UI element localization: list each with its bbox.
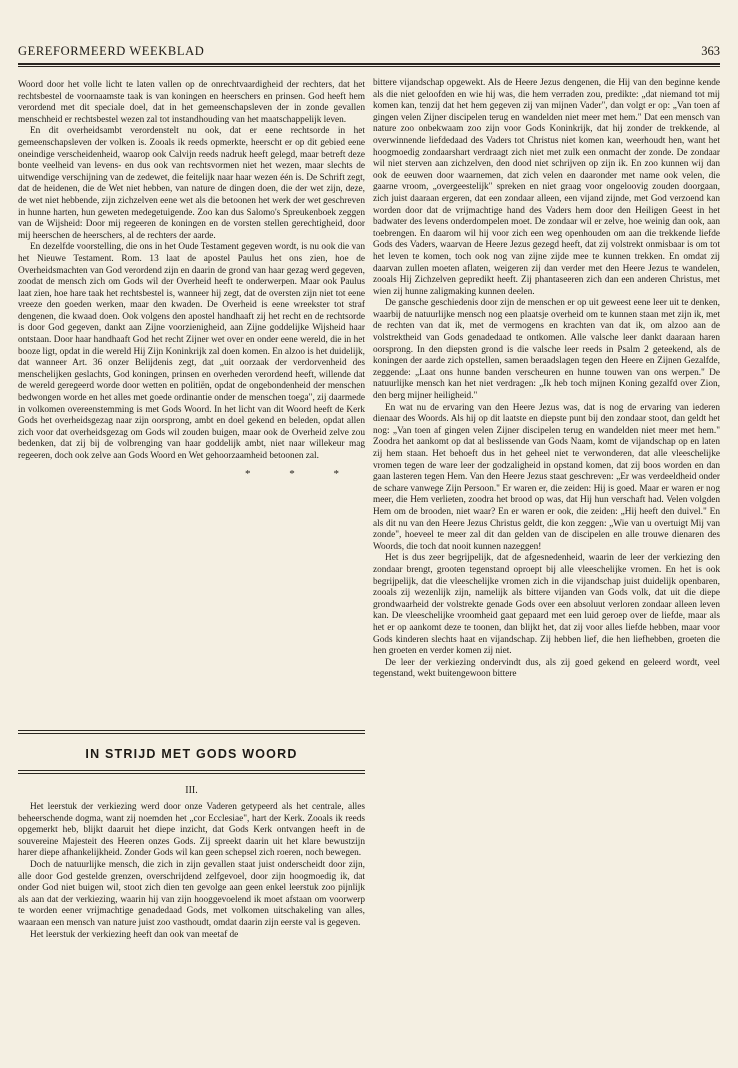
section-title: IN STRIJD MET GODS WOORD [85,747,298,761]
journal-title: GEREFORMEERD WEEKBLAD [18,44,205,58]
paragraph: De leer der verkiezing ondervindt dus, als zij goed gekend en geleerd wordt, veel tegenstand, wekt buitengewoon bittere [373,657,720,680]
section-heading-block [18,730,365,776]
section-rule [18,770,365,771]
paragraph: Doch de natuurlijke mensch, die zich in zijn gevallen staat juist onderscheidt door zijn, alle door God gestelde grenzen, overschrijdend zelfgevoel, door zijn hoogmoedig ik, dat onder God niet buigen wil, stoot zich dien ten gevolge aan geen enkel leerstuk zoo pijnlijk als aan dat der verkiezing, waarin hij van zijn hooggevoelend ik moet afstaan om voorwerp te worden eener vrijmachtige genadedaad Gods, met volkomen uitschakeling van alles, waaraan een mensch van nature juist zoo vasthoudt, omdat daarin zijn eerste val is gegeven. [18,859,365,928]
section-number: III. [185,785,198,796]
paragraph: En dezelfde voorstelling, die ons in het Oude Testament gegeven wordt, is nu ook die van het Nieuwe Testament. Rom. 13 laat de apostel Paulus het ons zien, hoe de Overheidsmachten van God verordend zijn en daarin de grond van haar gezag werd gegeven, zoodat de mensch zich om Gods wil der Overheid heeft te onderwerpen. Maar ook Paulus laat zien, hoe hare taak het rechtsbestel is, wanneer hij zegt, dat de oversten zijn niet tot eene vreeze den goeden werken, maar den kwaden. De Overheid is eene wreekster tot straf dengenen, die kwaad doen. Ook volgens den apostel handhaaft zij het recht en de rechtsorde is door God gegeven, dankt aan Zijne voorzienigheid, aan Zijne goddelijke Wijsheid haar ontstaan. Door haar handhaaft God het recht Zijner wet over en onder eene wereld, die in het booze ligt, opdat in die wereld Hij Zijn Koninkrijk zal doen komen. En alzoo is het duidelijk, dat wanneer Art. 36 onzer Belijdenis zegt, dat „uit oorzaak der verdorvenheid des menschelijken geslachts, God koningen, prinsen en overheden verordend heeft, willende dat de wereld geregeerd worde door wetten en politiën, opdat de ongebondenheid der menschen bedwongen worde en het alles met goede ordinantie onder de menschen toega", zij daarmede in volkomen overeenstemming is met Gods Woord. In het licht van dit Woord heeft de Kerk Gods het overheidsgezag naar zijn oorsprong, ambt en doel gekend en beleden, opdat allen zich voor dat overheidsgezag om Gods wil zouden buigen, maar ook de Overheid zelve zou bedenken, dat zij bij de volbrenging van haar goddelijk ambt, niet naar willekeur mag regeeren, doch ook zelve aan Gods Woord en Wet gehoorzaamheid betoonen zal. [18,242,365,461]
section-rule [18,730,365,731]
left-column-bottom [18,802,365,941]
paragraph: En dit overheidsambt verordenstelt nu ook, dat er eene rechtsorde in het gemeenschapsleven der volken is. Zooals ik reeds opmerkte, heerscht er op dit gebied eene oneindige verscheidenheid, waarop ook Calvijn reeds nadruk heeft gelegd, maar betreft deze bonte veelheid van levens- en dus ook van rechtsvormen niet het wezen, maar slechts de uitwendige verschijning van de zedewet, die feitelijk naar haar wezen één is. De Schrift zegt, dat de heidenen, die de Wet niet hebben, van nature de dingen doen, die der wet zijn, deze, de wet niet hebbende, zijn zichzelven eene wet als die betoonen het werk der wet geschreven in hunne harten, hun geweten medegetuigende. Zoo kan dus Salomo's Spreukenboek zeggen van de Wijsheid: Door mij regeeren de koningen en de vorsten stellen gerechtigheid, door mij heerschen de heerschers, al de rechters der aarde. [18,126,365,241]
header-rule-thin [18,66,720,67]
header-rule-thick [18,63,720,65]
paragraph: De gansche geschiedenis door zijn de menschen er op uit geweest eene leer uit te denken, waarbij de natuurlijke mensch nog een plaatsje overheid om te kunnen staan met zijn ik, met de rechten van dat ik, met de vermogens en krachten van dat ik, om alzoo aan de volstrektheid van Gods genadedaad te ontkomen. Alle valsche leer dankt daaraan haren oorsprong. In den diepsten grond is die valsche leer reeds in Psalm 2 geteekend, als de koningen der aarde zich opstellen, samen beraadslagen tegen den Heere en Zijnen Gezalfde, zeggende: „Laat ons hunne banden verscheuren en hunne touwen van ons werpen." De natuurlijke mensch kan het niet verdragen: „Ik heb toch mijnen Koning gezalfd over Zion, den berg mijner heiligheid." [373,298,720,402]
page-number: 363 [701,44,720,58]
paragraph: Het leerstuk der verkiezing heeft dan ook van meetaf de [30,929,239,940]
paragraph: Het leerstuk der verkiezing werd door onze Vaderen getypeerd als het centrale, alles beheerschende dogma, want zij noemden het „cor Ecclesiae", hart der Kerk. Zooals ik reeds opgemerkt heb, blijkt daaruit het diepe inzicht, dat Gods Kerk ontvangen heeft in de souvereine Majesteit des Heeren onzes Gods. Zij spreekt daarin uit het klare bewustzijn harer diepe afhankelijkheid. Zonder Gods wil kan geen schepsel zich roeren, noch bewegen. [18,802,365,859]
separator-dots: * * * [245,467,357,480]
paragraph: En wat nu de ervaring van den Heere Jezus was, dat is nog de ervaring van iederen dienaar des Woords. Als hij op dit laatste en diepste punt bij den zondaar stoot, dan geldt het nog: „Van toen af gingen velen Zijner discipelen terug en wandelden niet meer met hem." Zoodra het aankomt op dat al beslissende van Gods Naam, komt de vijandschap op en laten zij hem staan. Het behoeft dus in het geheel niet te verwonderen, dat alle vleeschelijke vromen tegen de ware leer der godzaligheid in opstand komen, dat zij boos worden en dan gaan lasteren tegen Hem. Van den Heere Jezus staat geschreven: „Er was verdeeldheid onder de schare vanwege Zijn Persoon." Er waren er, die zeiden: Hij is goed. Maar er waren er nog meer, die Hem verlieten, zoodra het brood op was, dat Hij hun verschaft had. Velen volgden Hem om de brooden, niet waar? En er waren er ook, die zeiden: „Hij heeft den duivel." En als dit nu van den Heere Jezus Christus geldt, die kon zeggen: „Wie van u overtuigt Mij van zonde", hoeveel te meer zal dit dan gelden van de discipelen en alle trouwe dienaren des Woords, die toch dat nooit kunnen nazeggen! [373,402,720,552]
paragraph: bittere vijandschap opgewekt. Als de Heere Jezus dengenen, die Hij van den beginne kende als die niet geloofden en wie hij was, die hem verraden zou, predikte: „dat niemand tot mij komen kan, tenzij dat het hem gegeven zij van mijnen Vader", dan volgt er op: „Van toen af gingen velen Zijner discipelen terug en wandelden niet meer met hem." Dat een mensch van nature zoo onbekwaam zoo zijn voor Gods Koninkrijk, dat hij zonder de trekkende, al overwinnende liefdedaad des Vaders tot Christus niet komen kan, weerhoudt hen, want het hoogmoedig zondaarshart verdraagt zich niet met zulk een onmacht der zonde. De zondaar wil niet sterven aan zichzelven, den dood niet schrijven op zijn ik. En zoo kunnen wij dan ook de eeuwen door waarnemen, dat zich velen en daaronder met name ook velen, die gaarne vroom, „overgeestelijk" spreken en niet graag voor ongeloovig zouden doorgaan, zich juist daaraan ergeren, dat een zondaar alleen, een vijand zijnde, met God verzoend kan worden door dat de vrijmachtige hand des Vaders hem door den Heiligen Geest in het badwater des levens onderdompelen moet. De zondaar wil er zelve, hoe weinig dan ook, aan toebrengen. En daarom wil hij voor zich een weg openhouden om aan die trekkende liefde Gods des Vaders, waarvan de Heere Jezus gezegd heeft, dat zij volstrekt onmisbaar is om tot het leven te komen, toch ook nog van zijne zijde mee te kunnen trekken. En omdat zij daarvan zullen moeten aflaten, weigeren zij dan verder met den Heere Jezus te wandelen, zooals Hij Zichzelven gepredikt heeft. Zij phantaseeren zich dan een anderen Christus, met wien zij hunne zaligmaking kunnen deelen. [373,78,720,297]
section-rule [18,773,365,774]
paragraph: Woord door het volle licht te laten vallen op de onrechtvaardigheid der rechters, dat het rechtsbestel de voornaamste taak is van koningen en heerschers en prinsen. God heeft hem verordend met dit speciale doel, dat in het gemeenschapsleven der in zonde gevallen menschheid er rechtsbestel wezen zal tot instandhouding van het maatschappelijk leven. [18,80,365,125]
paragraph: Het is dus zeer begrijpelijk, dat de afgesnedenheid, waarin de leer der verkiezing den zondaar brengt, grooten tegenstand oproept bij alle vleeschelijke vromen. En het is ook begrijpelijk, dat die vleeschelijke vromen zich in die vijandschap juist duidelijk openbaren, zooals zij wezenlijk zijn, namelijk als bittere vijanden van Gods volk, dat uit die diepe grondwaarheid der volstrekte genade Gods over een absoluut verloren zondaar alleen leven kan. De vleeschelijke vroomheid gaat gepaard met een luid geroep over de liefde, maar als het er op aankomt deze te toonen, dan blijkt het, dat zij voor alles liefde hebben, maar voor Gods kinderen slechts haat en vijandschap. Zij hebben lief, die hen liefhebben, groeten die hen groeten en verder komen zij niet. [373,553,720,657]
page-header [18,44,720,60]
right-column [373,78,720,681]
section-rule [18,733,365,734]
left-column-top [18,80,365,480]
